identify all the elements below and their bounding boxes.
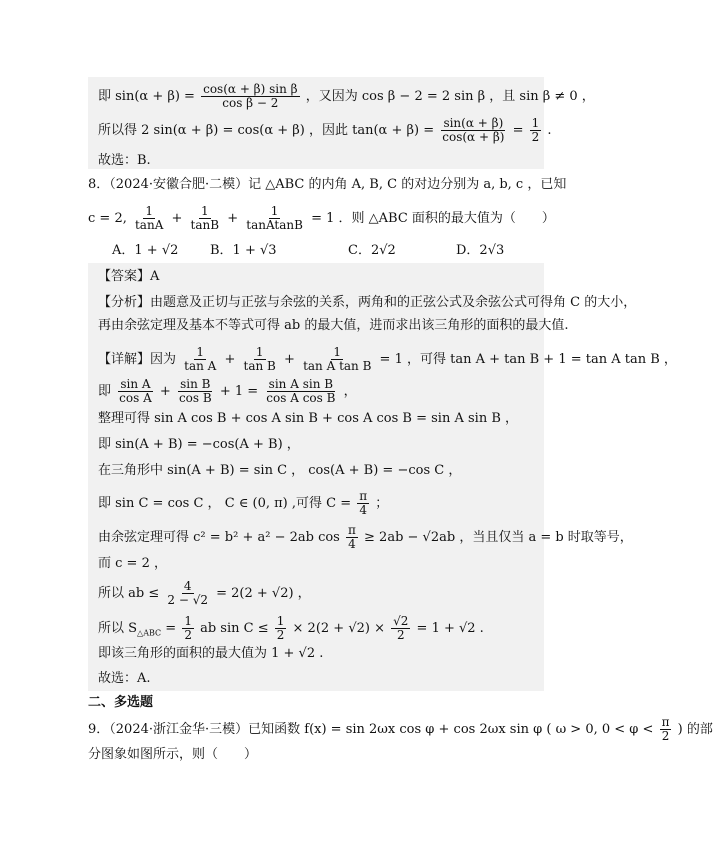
- detail-line-8: 而 c = 2 ，: [98, 556, 167, 571]
- fraction: $\frac{\pi}{4}$: [359, 489, 368, 517]
- detail-line-7: 由余弦定理可得 c² = b² + a² − 2ab cos $\frac{\pi}{4}$ ≥ 2ab − √2ab ，当且仅当 a = b 时取等号，: [98, 523, 633, 551]
- q8-option-a: A．1 + √2: [112, 243, 179, 258]
- prev-line-2: 所以得 2 sin(α + β) = cos(α + β) ，因此 tan(α + β) = $\frac{\sin(\alpha + \beta)}{\cos(\alpha + \beta)}$ = $\frac{1}{2}$ .: [98, 116, 552, 144]
- q8-option-c: C．2√2: [348, 243, 396, 258]
- detail-line-5: 在三角形中 sin(A + B) = sin C ， cos(A + B) = −cos C ，: [98, 463, 462, 478]
- analysis-line-2: 再由余弦定理及基本不等式可得 ab 的最大值，进而求出该三角形的面积的最大值.: [98, 318, 569, 333]
- fraction: $\frac{1}{2}$: [184, 614, 192, 642]
- fraction: $\frac{\pi}{2}$: [661, 715, 670, 743]
- fraction: $\frac{1}{\tan B}$: [190, 204, 220, 232]
- detail-line-10: 所以 $S_{\triangle ABC}$ = $\frac{1}{2}$ ab sin C ≤ $\frac{1}{2}$ × 2(2 + √2) × $\frac{√2}{2}$ = 1 + √2 .: [98, 614, 484, 642]
- fraction: $\frac{4}{2 - √2}$: [167, 579, 208, 607]
- detail-line-11: 即该三角形的面积的最大值为 1 + √2 .: [98, 646, 324, 661]
- q9-stem-1: 9．（2024·浙江金华·三模）已知函数 f(x) = sin 2ωx cos φ + cos 2ωx sin φ ( ω > 0, 0 < φ < $\frac{\pi}{2}$ ) 的部: [88, 715, 713, 743]
- detail-line-9: 所以 ab ≤ $\frac{4}{2 - √2}$ = 2(2 + √2) ，: [98, 579, 311, 607]
- fraction: $\frac{1}{\text{tan A tan B}}$: [303, 345, 372, 373]
- fraction: $\frac{1}{\text{tanAtanB}}$: [246, 204, 303, 232]
- detail-line-1: 【详解】因为 $\frac{1}{\text{tan A}}$ + $\frac{1}{\text{tan B}}$ + $\frac{1}{\text{tan A tan B}}$ = 1 ，可得 tan A + tan B + 1 = tan A tan B ，: [98, 345, 677, 373]
- q8-option-d: D．2√3: [456, 243, 505, 258]
- detail-line-2: 即 $\frac{\text{sin A}}{\text{cos A}}$ + $\frac{\text{sin B}}{\text{cos B}}$ + 1 = $\frac{\text{sin A sin B}}{\text{cos A cos B}}$ ，: [98, 377, 357, 405]
- detail-line-12: 故选：A.: [98, 671, 151, 686]
- q8-option-b: B．1 + √3: [210, 243, 277, 258]
- section-heading: 二、多选题: [88, 695, 154, 710]
- fraction: $\frac{1}{\text{tan B}}$: [243, 345, 276, 373]
- answer-label: 【答案】A: [98, 269, 160, 284]
- fraction: $\frac{\text{cos(α + β) sin β}}{\text{cos β − 2}}$: [203, 82, 298, 110]
- q9-stem-2: 分图象如图所示，则（ ）: [88, 747, 258, 762]
- prev-line-1: 即 sin(α + β) = $\frac{\text{cos(α + β) sin β}}{\text{cos β − 2}}$ ，又因为 cos β − 2 = 2 sin β ，且 sin β ≠ 0 ，: [98, 82, 595, 110]
- q8-stem-1: 8．（2024·安徽合肥·二模）记 △ABC 的内角 A, B, C 的对边分别为 a, b, c ，已知: [88, 177, 567, 192]
- fraction: $\frac{\pi}{4}$: [348, 523, 356, 551]
- detail-line-3: 整理可得 sin A cos B + cos A sin B + cos A cos B = sin A sin B ，: [98, 411, 519, 426]
- q8-stem-2: c = 2, $\frac{1}{\tan A}$ + $\frac{1}{\tan B}$ + $\frac{1}{\text{tanAtanB}}$ = 1 ．则 △ABC 面积的最大值为（ ）: [88, 204, 555, 232]
- fraction: $\frac{\text{sin A sin B}}{\text{cos A cos B}}$: [266, 377, 336, 405]
- fraction: $\frac{1}{2}$: [276, 614, 285, 642]
- fraction: $\frac{√2}{2}$: [393, 614, 409, 642]
- prev-line-3: 故选：B.: [98, 153, 151, 168]
- fraction: $\frac{1}{\text{tan A}}$: [184, 345, 217, 373]
- fraction: $\frac{1}{2}$: [531, 116, 540, 144]
- detail-line-4: 即 sin(A + B) = −cos(A + B) ，: [98, 437, 300, 452]
- fraction: $\frac{1}{\tan A}$: [134, 204, 164, 232]
- analysis-line-1: 【分析】由题意及正切与正弦与余弦的关系，两角和的正弦公式及余弦公式可得角 C 的大小，: [98, 295, 637, 310]
- fraction: $\frac{\text{sin B}}{\text{cos B}}$: [178, 377, 212, 405]
- fraction: $\frac{\text{sin A}}{\text{cos A}}$: [119, 377, 152, 405]
- fraction: $\frac{\sin(\alpha + \beta)}{\cos(\alpha + \beta)}$: [442, 116, 505, 144]
- detail-line-6: 即 sin C = cos C ， C ∈ (0, π) ,可得 C = $\frac{\pi}{4}$ ；: [98, 489, 389, 517]
